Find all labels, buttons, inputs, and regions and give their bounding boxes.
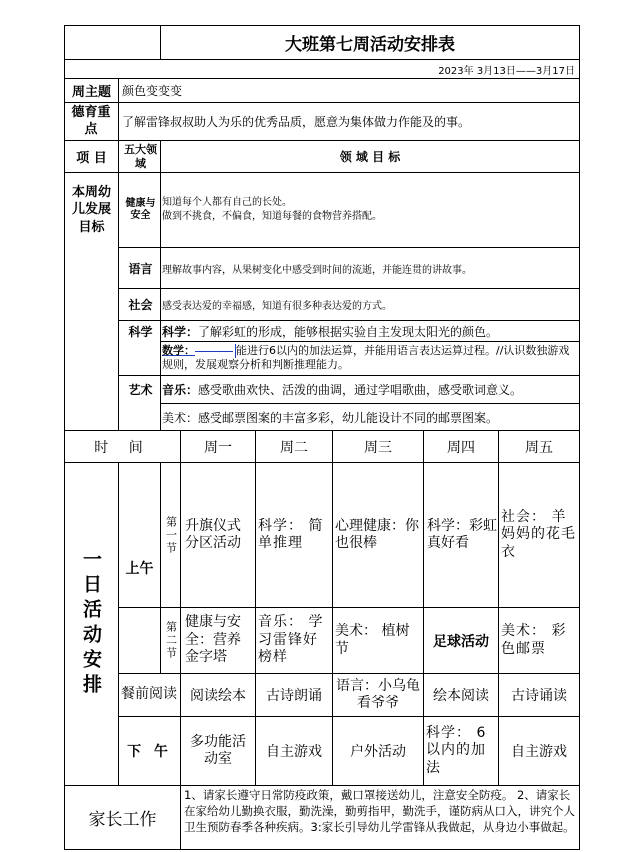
premeal-thursday: 绘本阅读: [433, 688, 489, 704]
daily-schedule-label-text: 一日活动安排: [80, 549, 102, 699]
theme-value: 颜色变变变: [122, 84, 183, 98]
rule: [180, 785, 181, 849]
area-social: 社会: [128, 298, 153, 312]
page-title: 大班第七周活动安排表: [285, 35, 455, 55]
period-2-text: 第二节: [164, 621, 178, 660]
premeal-tuesday: 古诗朗诵: [266, 688, 322, 704]
afternoon-tuesday: 自主游戏: [266, 744, 322, 760]
afternoon-monday: 多功能活动室: [190, 733, 246, 767]
afternoon-thursday: 科学： 6以内的加法: [426, 724, 487, 776]
p2-tuesday: 音乐： 学习雷锋好榜样: [258, 614, 324, 666]
p1-friday: 社会： 羊妈妈的花毛衣: [501, 508, 576, 560]
day-monday: 周一: [204, 439, 232, 456]
border-right: [579, 25, 580, 850]
weekly-goals-label: [66, 174, 117, 246]
daily-schedule-label: [65, 463, 118, 785]
day-tuesday: 周二: [280, 439, 308, 456]
area-goal-header: 领 域 目 标: [339, 150, 401, 164]
moral-value: 了解雷锋叔叔助人为乐的优秀品质，愿意为集体做力作能及的事。: [122, 115, 471, 129]
p1-tuesday: 科学： 简单推理: [258, 517, 324, 551]
five-areas-header: 五大领域: [124, 142, 157, 170]
p2-wednesday: 美术： 植树节: [335, 623, 410, 657]
morning-label: 上午: [125, 561, 154, 577]
period-1-text: 第一节: [164, 515, 178, 555]
p1-wednesday: 心理健康：你也很棒: [335, 517, 419, 551]
afternoon-label: 下 午: [127, 744, 172, 760]
area-health: 健康与安全: [125, 197, 156, 221]
music-prefix: 音乐：: [162, 383, 199, 397]
p2-monday: 健康与安全：营养金字塔: [185, 614, 241, 666]
science-prefix: 科学：: [162, 324, 199, 339]
p2-thursday: 足球活动: [433, 633, 489, 650]
art-goal: 美术：感受邮票图案的丰富多彩，幼儿能设计不同的邮票图案。: [162, 410, 499, 425]
day-thursday: 周四: [447, 439, 475, 456]
weekly-goals-label-text: 本周幼儿发展目标: [71, 184, 111, 235]
area-science: 科学: [128, 325, 153, 339]
health-goal-line-2: 做到不挑食，不偏食，知道每餐的食物营养搭配。: [162, 211, 382, 222]
health-goal-line-1: 知道每个人都有自己的长处。: [162, 197, 292, 208]
language-goal: 理解故事内容，从果树变化中感受到时间的流逝，并能连贯的讲故事。: [162, 264, 472, 276]
p1-monday: 升旗仪式分区活动: [185, 517, 241, 551]
afternoon-wednesday: 户外活动: [350, 744, 406, 760]
science-text: 了解彩虹的形成，能够根据实验自主发现太阳光的颜色。: [198, 324, 499, 339]
social-goal: 感受表达爱的幸福感，知道有很多种表达爱的方式。: [162, 301, 392, 312]
premeal-monday: 阅读绘本: [190, 688, 246, 704]
date-range: 2023年 3月13日——3月17日: [438, 65, 575, 77]
premeal-friday: 古诗诵读: [511, 688, 567, 704]
area-language: 语言: [128, 261, 153, 276]
border-bottom: [64, 849, 580, 850]
day-wednesday: 周三: [364, 439, 392, 456]
afternoon-friday: 自主游戏: [511, 744, 567, 760]
p1-thursday: 科学：彩虹真好看: [427, 517, 497, 551]
math-goal: [162, 342, 578, 375]
health-goal: [162, 173, 578, 247]
link-underline: [195, 351, 233, 352]
area-art: 艺术: [128, 383, 153, 397]
rule: [180, 430, 181, 785]
parents-work-label: 家长工作: [88, 810, 157, 830]
math-text: 能进行6以内的加法运算，并能用语言表达运算过程。//认识数独游戏规则，发展观察分析和判断推理能力。: [162, 344, 570, 371]
music-goal: [162, 376, 578, 403]
period-1-label: [161, 463, 180, 607]
day-friday: 周五: [525, 439, 553, 456]
premeal-wednesday: 语言：小乌龟看爷爷: [336, 677, 420, 711]
music-text: 感受歌曲欢快、活泼的曲调，通过学唱歌曲，感受歌词意义。: [198, 383, 523, 397]
time-header: 时 间: [94, 439, 151, 456]
parents-work-text: 1、请家长遵守日常防疫政策，戴口罩接送幼儿，注意安全防疫。 2、请家长在家给幼儿勤换衣服，勤洗澡，勤剪指甲，勤洗手，谨防病从口入，讲究个人卫生预防春季各种疾病。3:家长引导幼儿学雷锋从我做起，从身边小事做起。: [184, 788, 575, 835]
period-2-label: [161, 608, 180, 673]
item-header: 项 目: [76, 151, 107, 166]
premeal-label: 餐前阅读: [121, 686, 177, 703]
moral-label: 德育重点: [71, 105, 111, 137]
rule: [160, 140, 161, 430]
p2-friday: 美术： 彩色邮票: [501, 623, 567, 657]
science-goal: [162, 321, 578, 341]
rule: [118, 78, 119, 430]
math-prefix[interactable]: 数学：: [162, 344, 195, 357]
theme-label: 周主题: [71, 85, 111, 100]
